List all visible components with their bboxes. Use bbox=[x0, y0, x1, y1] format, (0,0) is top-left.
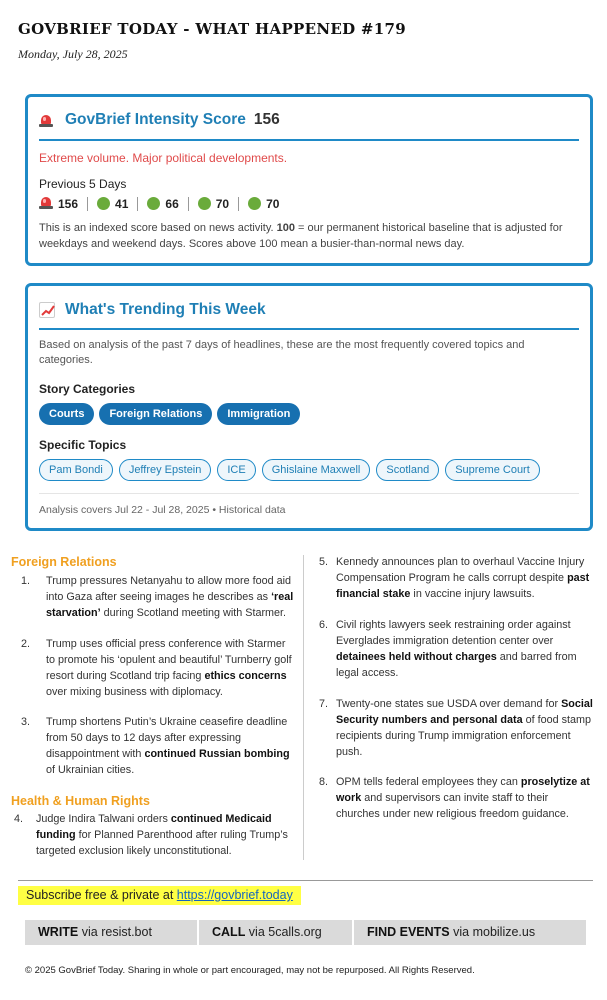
write-action-link[interactable]: WRITE via resist.bot bbox=[38, 925, 152, 939]
news-item: 2. Trump uses official press conference with Starmer to promote his ‘opulent and beautiful’ Turnberry golf resort during Scotland trip facing ethics concerns over mixing business with diplomacy. bbox=[20, 638, 292, 698]
previous-day-score: 156 bbox=[39, 195, 78, 212]
topic-pill-ice[interactable]: ICE bbox=[217, 459, 255, 481]
topic-pill-supreme-court[interactable]: Supreme Court bbox=[445, 459, 540, 481]
newsletter-header bbox=[18, 20, 588, 62]
category-heading-foreign-relations: Foreign Relations bbox=[11, 555, 117, 569]
news-item: 7. Twenty-one states sue USDA over demand for Social Security numbers and personal data of food stamp recipients during Trump immigration enforcement push. bbox=[318, 698, 593, 758]
story-categories-label: Story Categories bbox=[39, 382, 136, 396]
call-action-link[interactable]: CALL via 5calls.org bbox=[197, 920, 352, 945]
news-item: 8. OPM tells federal employees they can proselytize at work and supervisors can invite staff to their churches under new religious freedom guidance. bbox=[318, 776, 590, 820]
topic-pill-jeffrey-epstein[interactable]: Jeffrey Epstein bbox=[119, 459, 212, 481]
divider bbox=[39, 139, 579, 141]
green-dot-icon bbox=[198, 197, 211, 210]
score-separator bbox=[87, 197, 88, 211]
news-item: 4. Judge Indira Talwani orders continued Medicaid funding for Planned Parenthood after ruling Trump’s targeted exclusion likely unconstitutional. bbox=[13, 813, 288, 857]
subscribe-link[interactable]: https://govbrief.today bbox=[176, 888, 293, 902]
intensity-score-value: 156 bbox=[253, 111, 280, 128]
trending-intro: Based on analysis of the past 7 days of headlines, these are the most frequently covered topics and categories. bbox=[39, 339, 525, 366]
green-dot-icon bbox=[97, 197, 110, 210]
score-separator bbox=[188, 197, 189, 211]
intensity-score-heading bbox=[39, 110, 280, 130]
analysis-footer: Analysis covers Jul 22 - Jul 28, 2025 • Historical data bbox=[39, 504, 286, 516]
action-bar bbox=[25, 920, 586, 945]
score-separator bbox=[137, 197, 138, 211]
newsletter-date: Monday, July 28, 2025 bbox=[18, 47, 128, 61]
story-categories bbox=[39, 403, 305, 425]
intensity-description: This is an indexed score based on news activity. 100 = our permanent historical baseline that is adjusted for weekdays and weekend days. Scores above 100 mean a busier-than-normal news day. bbox=[39, 222, 563, 250]
category-heading-health-human-rights: Health & Human Rights bbox=[11, 794, 150, 808]
news-item: 3. Trump shortens Putin’s Ukraine ceasefire deadline from 50 days to 12 days after expressing disappointment with continued Russian bombing of Ukrainian cities. bbox=[20, 716, 290, 776]
category-pill-courts[interactable]: Courts bbox=[39, 403, 94, 425]
previous-days-label: Previous 5 Days bbox=[39, 177, 127, 191]
newsletter-title: GOVBRIEF TODAY - WHAT HAPPENED #179 bbox=[18, 20, 406, 38]
category-pill-foreign-relations[interactable]: Foreign Relations bbox=[99, 403, 212, 425]
category-pill-immigration[interactable]: Immigration bbox=[217, 403, 300, 425]
news-item: 6. Civil rights lawyers seek restraining order against Everglades immigration detention center over detainees held without charges and barred from legal access. bbox=[318, 619, 577, 679]
divider bbox=[39, 493, 579, 494]
previous-day-score: 70 bbox=[248, 197, 279, 211]
column-divider bbox=[303, 555, 304, 860]
intensity-status-text: Extreme volume. Major political developments. bbox=[39, 151, 288, 165]
find-events-action-link[interactable]: FIND EVENTS via mobilize.us bbox=[352, 920, 586, 945]
topic-pill-scotland[interactable]: Scotland bbox=[376, 459, 439, 481]
siren-icon bbox=[39, 195, 53, 212]
subscribe-banner bbox=[18, 886, 301, 905]
divider bbox=[39, 328, 579, 330]
green-dot-icon bbox=[248, 197, 261, 210]
chart-increasing-icon bbox=[39, 300, 61, 320]
intensity-score-title: GovBrief Intensity Score bbox=[65, 111, 246, 128]
previous-day-score: 66 bbox=[147, 197, 178, 211]
trending-card bbox=[25, 283, 593, 531]
green-dot-icon bbox=[147, 197, 160, 210]
previous-day-score: 70 bbox=[198, 197, 229, 211]
footer-divider bbox=[18, 880, 593, 881]
news-item: 1. Trump pressures Netanyahu to allow more food aid into Gaza after seeing images he describes as ‘real starvation’ during Scotland meeting with Starmer. bbox=[20, 575, 294, 619]
previous-days-scores bbox=[39, 195, 279, 212]
siren-icon bbox=[39, 110, 61, 130]
specific-topics bbox=[39, 459, 546, 481]
copyright-notice: © 2025 GovBrief Today. Sharing in whole or part encouraged, may not be repurposed. All Rights Reserved. bbox=[25, 965, 475, 976]
specific-topics-label: Specific Topics bbox=[39, 438, 127, 452]
subscribe-text: Subscribe free & private at bbox=[26, 888, 177, 902]
topic-pill-pam-bondi[interactable]: Pam Bondi bbox=[39, 459, 113, 481]
news-item: 5. Kennedy announces plan to overhaul Vaccine Injury Compensation Program he calls corrupt despite past financial stake in vaccine injury lawsuits. bbox=[318, 556, 590, 600]
previous-day-score: 41 bbox=[97, 197, 128, 211]
topic-pill-ghislaine-maxwell[interactable]: Ghislaine Maxwell bbox=[262, 459, 371, 481]
intensity-score-card bbox=[25, 94, 593, 266]
score-separator bbox=[238, 197, 239, 211]
trending-heading bbox=[39, 300, 266, 320]
trending-title: What's Trending This Week bbox=[65, 301, 266, 318]
